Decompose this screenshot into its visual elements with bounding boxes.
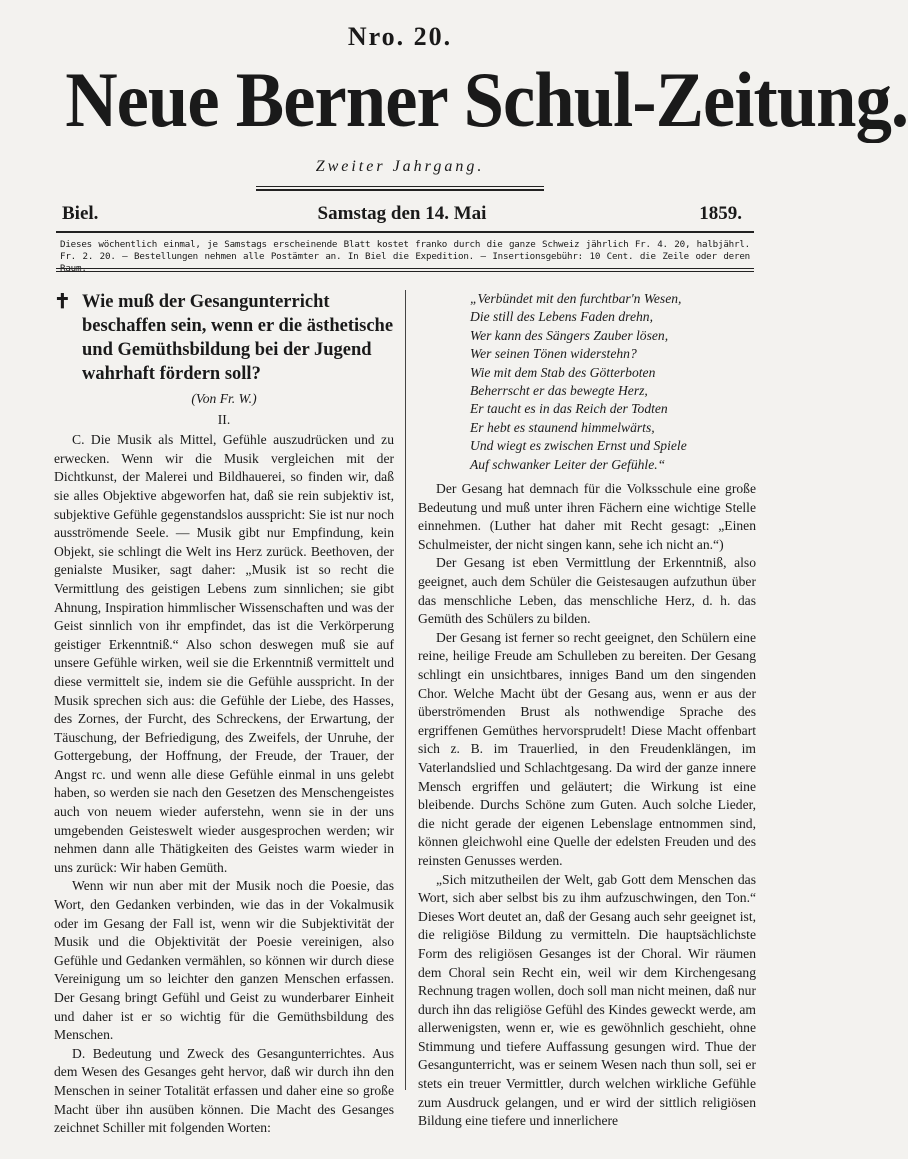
subscription-notice: Dieses wöchentlich einmal, je Samstags erscheinende Blatt kostet franko durch die ganze Schweiz jährlich Fr. 4. 20, halbjährl. Fr. 2. 20. — Bestellungen nehmen alle Postämter an. In Biel die Expedition. — Insertionsgebühr: 10 Cent. die Zeile oder deren (60, 239, 750, 262)
header-rule-thin (256, 186, 544, 187)
poem-line: Beherrscht er das bewegte Herz, (470, 383, 648, 399)
masthead-title: Neue Berner Schul-Zeitung. (65, 56, 908, 143)
dateline-date: Samstag den 14. Mai (317, 203, 487, 224)
dateline-year: 1859. (699, 203, 742, 224)
volume-line: Zweiter Jahrgang. (315, 158, 485, 175)
paragraph: Wenn wir nun aber mit der Musik noch die Poesie, das Wort, den Gedanken verbinden, wie das in der Vokalmusik oder im Gesang der Fall ist, wenn wir die Subjektivität der Musik und die Objektivität der Poesie vereinigen, also Gefühle und Gedanken vermählen, so können wir durch diese Vereinigung um so leichter den ganzen Menschen erfassen. Der Gesang bringt Gefühl und Geist zu wunderbarer Einheit und daher ist er so wichtig für die Gemüthsbildung des Menschen. (54, 878, 394, 1043)
article-title-text: Wie muß der Gesangunterricht beschaffen sein, wenn er die ästhetische und Gemüthsbildung bei der Jugend wahrhaft fördern soll? (82, 292, 394, 384)
cross-icon: ✝ (54, 291, 71, 313)
poem-line: Und wiegt es zwischen Ernst und Spiele (470, 438, 687, 454)
schiller-poem (418, 290, 756, 474)
poem-line: Wie mit dem Stab des Götterboten (470, 364, 656, 380)
paragraph: Der Gesang ist eben Vermittlung der Erkenntniß, also geeignet, auch dem Schüler die Geistesaugen aufzuthun über das menschliche Leben, das menschliche Herz, d. h. das Gemüth des Schülers zu bilden. (418, 555, 756, 627)
left-column (54, 290, 394, 1138)
poem-line: Er taucht es in das Reich der Todten (470, 401, 668, 417)
poem-line: Auf schwanker Leiter der Gefühle.“ (470, 456, 666, 472)
poem-line: Wer seinen Tönen widerstehn? (470, 346, 637, 362)
section-number: II. (217, 411, 231, 427)
dateline-city: Biel. (62, 203, 99, 224)
paragraph: Der Gesang hat demnach für die Volksschule eine große Bedeutung und muß unter ihren Fächern eine wichtige Stelle einnehmen. (Luther hat daher mit Recht gesagt: „Einen Schulmeister, der nicht singen kann, sehe ich nicht an.“) (418, 481, 756, 552)
dateline-rule-top (56, 231, 754, 233)
article-byline: (Von Fr. W.) (191, 391, 257, 406)
poem-line: Er hebt es staunend himmelwärts, (470, 419, 655, 435)
poem-line: Wer kann des Sängers Zauber lösen, (470, 327, 669, 343)
dateline-rule-bottom-2 (56, 271, 754, 272)
dateline (62, 203, 742, 229)
dateline-rule-bottom (56, 268, 754, 269)
paragraph: „Sich mitzutheilen der Welt, gab Gott dem Menschen das Wort, sich aber selbst bis zu ihm aufzuschwingen, den Ton.“ Dieses Wort deutet an, daß der Gesang auch sehr geeignet ist, die religiöse Bildung zu vermitteln. Die hauptsächlichste Form des religiösen Gesanges ist der Choral. Wir räumen dem Choral sein Recht ein, weil wir dem Kirchengesang Rechnung tragen wollen, doch soll man nicht meinen, daß nur durch ihn das religiöse Gefühl des Kindes geweckt werde, am allerwenigsten, wenn er, wie es gewöhnlich geschieht, ohne Stimmung und tiefere Auffassung gesungen wird. Thue der Gesangunterricht, was er seinem Wesen nach thun soll, sei er stets ein treuer Vermittler, durch welchen wirkliche Gefühle zum Ausdruck gelangen, und er wird der sittlich religiösen Bildung eine tiefere und innerlichere (418, 871, 756, 1129)
paragraph: D. Bedeutung und Zweck des Gesangunterrichtes. Aus dem Wesen des Gesanges geht hervor, daß wir durch ihn den Menschen in seiner Totalität erfassen und daher eine so große Macht über ihn ausüben können. Die Macht des Gesanges zeichnet Schiller mit folgenden Worten: (54, 1045, 394, 1136)
poem-line: „Verbündet mit den furchtbar'n Wesen, (470, 291, 682, 306)
issue-number: Nro. 20. (347, 22, 453, 51)
right-column (418, 290, 756, 1131)
paragraph: C. Die Musik als Mittel, Gefühle auszudrücken und zu erwecken. Wenn wir die Musik vergleichen mit der Dichtkunst, der Malerei und Bildhauerei, so finden wir, daß sie alles Objektive abgeworfen hat, daß sie rein subjektiv ist, subjektive Gefühle gegenstandslos ausspricht: Sie ist nur noch ausströmende Seele. — Musik gibt nur Empfindung, kein Objekt, sie schlingt die Welt ins Herz zurück. Beethoven, der genialste Musiker, sagt daher: „Musik ist so recht die Vermittlung des geistigen Lebens zum sinnlichen; sie gibt Ahnung, Inspiration himmlischer Wissenschaften und was der Geist sinnlich von ihr empfindet, das ist die Verkörperung geistiger Erkenntniß.“ Also schon deswegen muß sie auf unsere Gefühle wirken, weil sie die Erkenntniß vermittelt und diese vermittelt sie, indem sie die Gefühle ausspricht. In der Musik sprechen sich aus: die Gefühle der Liebe, des Hasses, des Zornes, der Furcht, des Schreckens, der Erwartung, der Täuschung, der Befriedigung, des Zweifels, der Unruhe, der Gottergebung, der Hoffnung, der Freude, der Trauer, der Angst rc. und wenn alle diese Gefühle einmal in uns gelebt haben, so werden sie nach den Gesetzen des Menschengeistes auch von neuem wieder auferstehn, wenn sie in der uns umgebenden Geisteswelt wieder ausgesprochen werden; wir nehmen dann alle Thätigkeiten des Geistes warm wieder in uns zurück: Wir haben Gemüth. (54, 432, 394, 875)
header-rule-thick (256, 189, 544, 191)
column-divider (405, 290, 406, 1090)
paragraph: Der Gesang ist ferner so recht geeignet, den Schülern eine reine, heilige Freude am Schulleben zu bereiten. Der Gesang schlingt ein unsichtbares, inniges Band um den singenden Chor. Welche Macht übt der Gesang aus, wenn er aus der überströmenden Brust als nothwendige Sprache des ergriffenen Gemüthes hervorsprudelt! Diese Macht offenbart sich z. B. im Trauerlied, in den Freudenklängen, im Vaterlandslied und Schlachtgesang. Da wird der ganze innere Mensch ergriffen und geläutert; die Wirkung ist eine bleibende. Durchs Schöne zum Guten. Auch solche Lieder, die nicht gerade der eigenen Lebenslage entnommen sind, können gleichwohl eine Quelle der edelsten Freuden und des reinsten Genusses werden. (418, 629, 756, 868)
poem-line: Die still des Lebens Faden drehn, (470, 309, 653, 325)
article-title (54, 290, 394, 386)
